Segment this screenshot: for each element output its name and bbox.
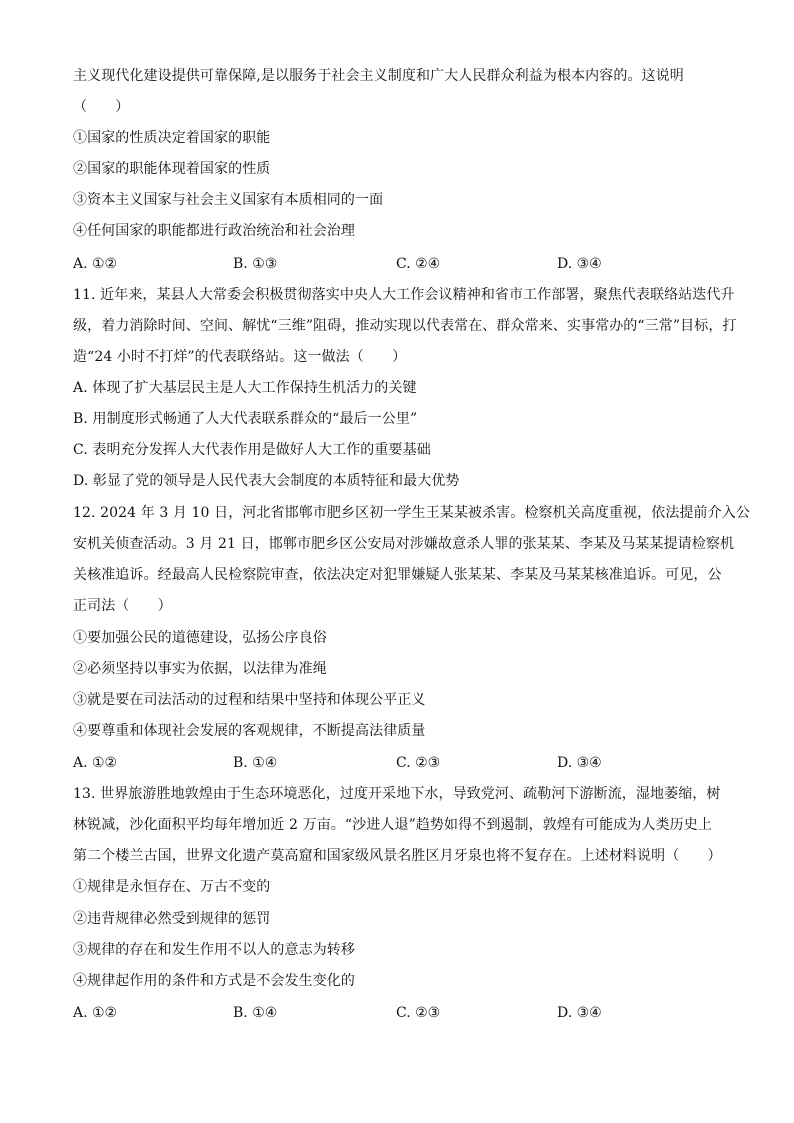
question-stem-line: 12. 2024 年 3 月 10 日，河北省邯郸市肥乡区初一学生王某某被杀害。检察机关高度重视，依法提前介入公 bbox=[73, 505, 750, 521]
option-c: C. ②③ bbox=[396, 755, 441, 771]
statement-1: ①国家的性质决定着国家的职能 bbox=[73, 130, 271, 146]
option-c: C. ②③ bbox=[396, 1005, 441, 1021]
question-stem-line: 正司法（ ） bbox=[73, 598, 172, 614]
question-stem-line: 林锐减，沙化面积平均每年增加近 2 万亩。“沙进人退”趋势如得不到遏制，敦煌有可能成为人类历史上 bbox=[73, 817, 712, 833]
question-stem-line: 关核准追诉。经最高人民检察院审查，依法决定对犯罪嫌疑人张某某、李某及马某某核准追诉。可见，公 bbox=[73, 567, 722, 583]
option-a: A. ①② bbox=[73, 755, 118, 771]
statement-1: ①规律是永恒存在、万古不变的 bbox=[73, 879, 271, 895]
question-stem-line: 安机关侦查活动。3 月 21 日，邯郸市肥乡区公安局对涉嫌故意杀人罪的张某某、李某及马某某提请检察机 bbox=[73, 536, 735, 552]
statement-2: ②违背规律必然受到规律的惩罚 bbox=[73, 911, 271, 927]
statement-2: ②必须坚持以事实为依据，以法律为准绳 bbox=[73, 661, 327, 677]
option-b: B. ①④ bbox=[233, 1005, 278, 1021]
statement-3: ③资本主义国家与社会主义国家有本质相同的一面 bbox=[73, 192, 384, 208]
option-a: A. 体现了扩大基层民主是人大工作保持生机活力的关键 bbox=[73, 380, 417, 396]
question-stem-line: 13. 世界旅游胜地敦煌由于生态环境恶化，过度开采地下水，导致党河、疏勒河下游断流，湿地萎缩，树 bbox=[73, 786, 721, 802]
option-b: B. ①③ bbox=[233, 256, 278, 272]
option-d: D. 彰显了党的领导是人民代表大会制度的本质特征和最大优势 bbox=[73, 473, 460, 489]
answer-blank: （ ） bbox=[73, 99, 130, 115]
statement-2: ②国家的职能体现着国家的性质 bbox=[73, 161, 271, 177]
option-d: D. ③④ bbox=[557, 256, 602, 272]
option-a: A. ①② bbox=[73, 256, 118, 272]
question-stem-line: 第二个楼兰古国，世界文化遗产莫高窟和国家级风景名胜区月牙泉也将不复存在。上述材料说明（ ） bbox=[73, 848, 722, 864]
question-stem: 主义现代化建设提供可靠保障,是以服务于社会主义制度和广大人民群众利益为根本内容的。这说明 bbox=[73, 68, 684, 84]
question-stem-line: 造“24 小时不打烊”的代表联络站。这一做法（ ） bbox=[73, 349, 407, 365]
option-c: C. ②④ bbox=[396, 256, 441, 272]
option-b: B. ①④ bbox=[233, 755, 278, 771]
option-b: B. 用制度形式畅通了人大代表联系群众的“最后一公里” bbox=[73, 411, 418, 427]
statement-4: ④任何国家的职能都进行政治统治和社会治理 bbox=[73, 223, 355, 239]
option-d: D. ③④ bbox=[557, 755, 602, 771]
question-stem-line: 11. 近年来，某县人大常委会积极贯彻落实中央人大工作会议精神和省市工作部署，聚焦代表联络站迭代升 bbox=[73, 287, 735, 303]
option-c: C. 表明充分发挥人大代表作用是做好人大工作的重要基础 bbox=[73, 442, 431, 458]
option-a: A. ①② bbox=[73, 1005, 118, 1021]
question-stem-line: 级，着力消除时间、空间、解忧“三维”阻碍，推动实现以代表常在、群众常来、实事常办的“三常”目标，打 bbox=[73, 318, 737, 334]
statement-3: ③规律的存在和发生作用不以人的意志为转移 bbox=[73, 942, 355, 958]
statement-1: ①要加强公民的道德建设，弘扬公序良俗 bbox=[73, 630, 327, 646]
statement-4: ④要尊重和体现社会发展的客观规律，不断提高法律质量 bbox=[73, 723, 426, 739]
statement-4: ④规律起作用的条件和方式是不会发生变化的 bbox=[73, 973, 355, 989]
statement-3: ③就是要在司法活动的过程和结果中坚持和体现公平正义 bbox=[73, 692, 426, 708]
option-d: D. ③④ bbox=[557, 1005, 602, 1021]
